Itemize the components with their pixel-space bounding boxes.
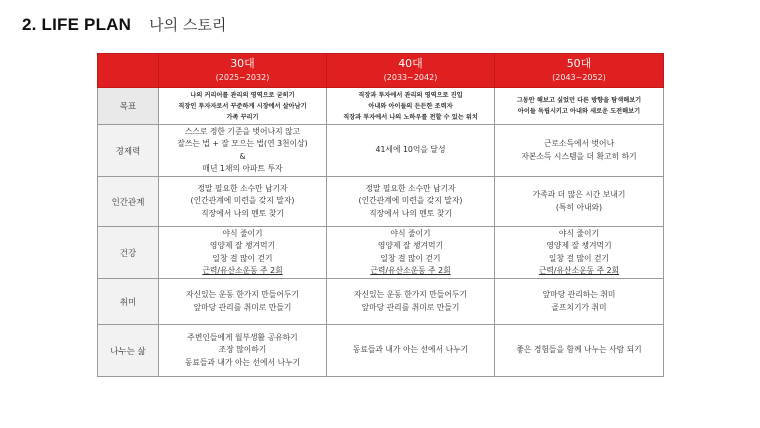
relation-cell-50s (495, 177, 664, 227)
row-label-health: 건강 (98, 227, 159, 279)
cell-line: 야식 줄이기 (390, 228, 431, 238)
cell-line: 주변인들에게 월부생활 공유하기 (187, 332, 298, 342)
cell-line: 자본소득 시스템을 더 확고히 하기 (521, 151, 637, 161)
age-label: 50대 (566, 56, 592, 70)
cell-line: 아내와 아이들의 든든한 조력자 (368, 102, 453, 110)
share-cell-30s (159, 325, 327, 377)
row-health (98, 227, 664, 279)
header-corner-cell (98, 54, 159, 88)
cell-line: 골프치기가 취미 (551, 302, 607, 312)
cell-line: 직장에서 나의 멘토 찾기 (201, 208, 284, 218)
economy-cell-50s (495, 125, 664, 177)
health-cell-40s (327, 227, 495, 279)
row-relation (98, 177, 664, 227)
cell-line: 가족과 더 많은 시간 보내기 (532, 190, 626, 199)
goal-cell-30s (159, 88, 327, 125)
hobby-cell-30s (159, 279, 327, 325)
year-range: (2033~2042) (383, 72, 438, 82)
economy-cell-40s (327, 125, 495, 177)
cell-line: 앞마당 관리를 취미로 만들기 (361, 302, 460, 312)
cell-line: 근로소득에서 벗어나 (543, 139, 615, 148)
cell-line: 동료들과 내가 아는 선에서 나누기 (184, 357, 301, 367)
goal-cell-50s (495, 88, 664, 125)
life-plan-table (97, 53, 664, 377)
share-cell-40s (327, 325, 495, 377)
page-title: 2. LIFE PLAN (22, 15, 132, 34)
cell-line: 일창 걸 많이 걷기 (380, 253, 441, 263)
health-cell-30s (159, 227, 327, 279)
cell-line: & (239, 151, 246, 161)
cell-line: 가족 꾸리기 (226, 113, 259, 121)
cell-line: 자신있는 운동 한가지 만들어두기 (354, 290, 467, 299)
cell-line: 매년 1채의 아파트 투자 (202, 164, 283, 173)
cell-line: 잘쓰는 법 + 잘 모으는 법(연 3천이상) (177, 139, 308, 148)
hobby-cell-40s (327, 279, 495, 325)
cell-line: 야식 줄이기 (558, 228, 600, 238)
cell-line: 직장에서 나의 멘토 찾기 (369, 208, 452, 218)
age-label: 30대 (230, 56, 255, 70)
page-heading (22, 14, 226, 42)
cell-line: (인간관계에 미련을 갖지 말자) (358, 196, 463, 206)
health-cell-50s (495, 227, 664, 279)
row-label-economy: 경제력 (98, 125, 159, 177)
row-label-relation: 인간관계 (98, 177, 159, 227)
header-row (98, 54, 664, 88)
year-range: (2043~2052) (552, 72, 606, 82)
row-hobby (98, 279, 664, 325)
cell-line: 동료들과 내가 아는 선에서 나누기 (352, 345, 469, 355)
hobby-cell-50s (495, 279, 664, 325)
cell-line: 정말 필요한 소수만 남기자 (365, 183, 456, 193)
row-label-share: 나누는 삶 (98, 325, 159, 377)
row-goal (98, 88, 664, 125)
cell-line: 영양제 잘 챙겨먹기 (209, 241, 276, 250)
cell-line: 스스로 정한 기준을 벗어나지 않고 (184, 126, 301, 136)
cell-line: 정말 필요한 소수만 남기자 (197, 183, 288, 193)
relation-cell-30s (159, 177, 327, 227)
header-cell-50s (495, 54, 664, 88)
cell-line: (특히 아내와) (555, 202, 603, 212)
row-share (98, 325, 664, 377)
cell-line: 일창 걸 많이 걷기 (212, 253, 273, 263)
cell-line: (인간관계에 미련을 갖지 말자) (190, 196, 295, 206)
cell-line: 일창 걸 많이 걷기 (548, 253, 610, 263)
cell-line: 41세에 10억을 달성 (375, 145, 446, 155)
row-label-hobby: 취미 (98, 279, 159, 325)
cell-line: 그동안 해보고 싶었던 다른 방향을 탐색해보기 (516, 97, 642, 104)
cell-line: 직장인 투자자로서 꾸준하게 시장에서 살아남기 (178, 102, 307, 110)
header-cell-30s (159, 54, 327, 88)
share-cell-50s (495, 325, 664, 377)
cell-line: 근력/유산소운동 주 2회 (202, 266, 283, 275)
age-label: 40대 (398, 56, 423, 70)
page-subtitle: 나의 스토리 (149, 16, 227, 34)
cell-line: 직장과 투자에서 관리의 영역으로 진입 (358, 91, 463, 99)
year-range: (2025~2032) (215, 72, 270, 82)
row-economy (98, 125, 664, 177)
cell-line: 근력/유산소운동 주 2회 (370, 266, 451, 275)
cell-line: 직장과 투자에서 나의 노하우를 전할 수 있는 위치 (343, 113, 478, 121)
cell-line: 좋은 경험들을 함께 나누는 사람 되기 (516, 345, 642, 355)
cell-line: 조장 많이하기 (218, 345, 267, 355)
cell-line: 앞마당 관리를 취미로 만들기 (193, 302, 292, 312)
row-label-goal: 목표 (98, 88, 159, 125)
goal-cell-40s (327, 88, 495, 125)
relation-cell-40s (327, 177, 495, 227)
cell-line: 아이들 독립시키고 아내와 새로운 도전해보기 (517, 108, 641, 115)
cell-line: 자신있는 운동 한가지 만들어두기 (186, 290, 299, 299)
economy-cell-30s (159, 125, 327, 177)
cell-line: 앞마당 관리하는 취미 (542, 290, 616, 299)
cell-line: 영양제 잘 챙겨먹기 (377, 241, 444, 250)
cell-line: 나의 커리어를 관리의 영역으로 굳히기 (190, 91, 295, 99)
cell-line: 야식 줄이기 (222, 228, 263, 238)
cell-line: 근력/유산소운동 주 2회 (538, 266, 620, 275)
cell-line: 영양제 잘 챙겨먹기 (546, 241, 612, 250)
header-cell-40s (327, 54, 495, 88)
